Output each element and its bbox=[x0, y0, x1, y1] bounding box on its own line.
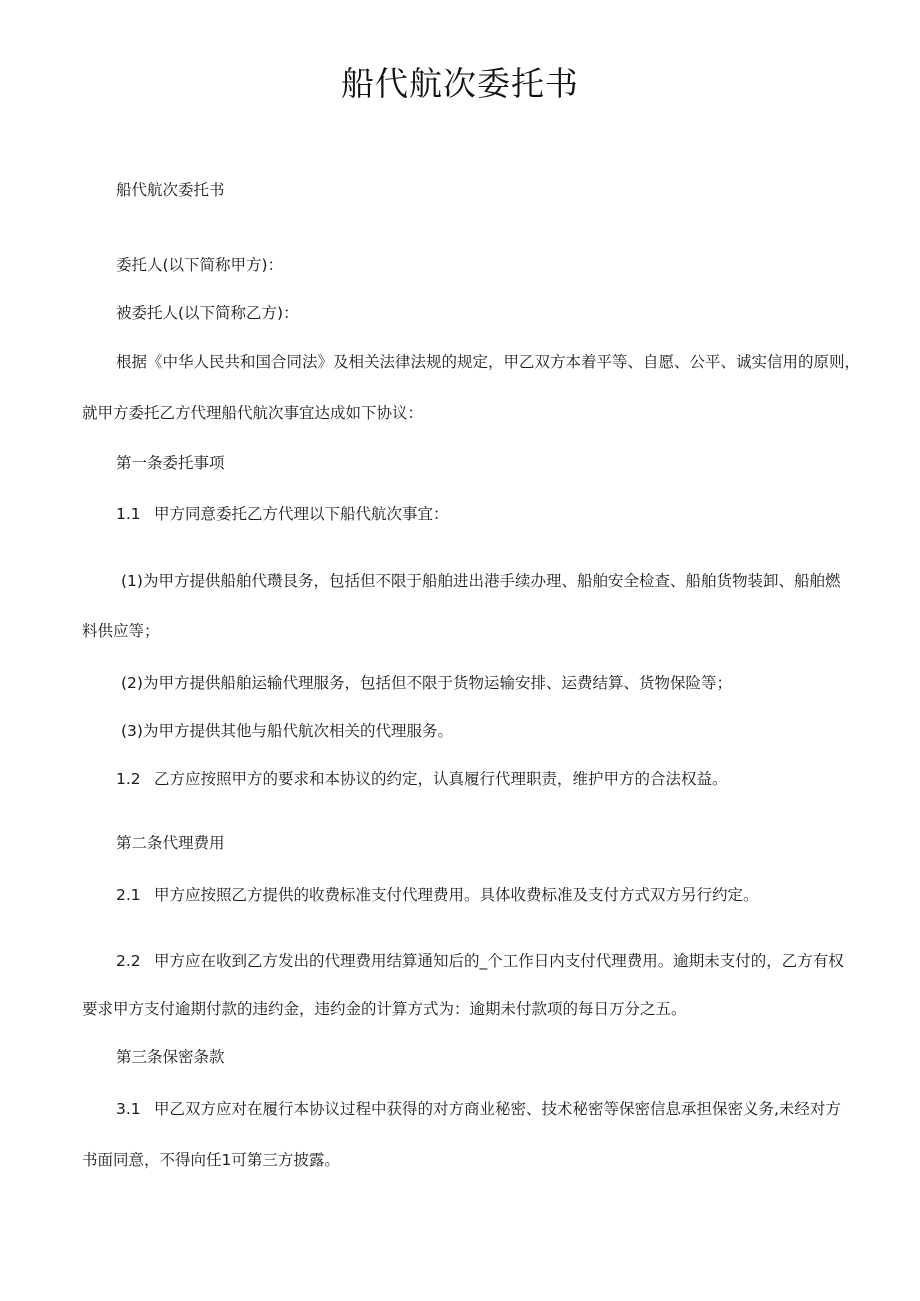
clause-2-1 bbox=[116, 884, 759, 906]
clause-1-2-number: 1.2 bbox=[116, 770, 141, 788]
clause-2-2-continuation: 要求甲方支付逾期付款的违约金，违约金的计算方式为：逾期未付款项的每日万分之五。 bbox=[82, 1000, 687, 1018]
clause-2-1-number: 2.1 bbox=[116, 886, 141, 904]
document-subtitle: 船代航次委托书 bbox=[116, 181, 225, 199]
item-1-line-1: (1)为甲方提供船舶代瓒艮务，包括但不限于船舶进出港手续办理、船舶安全检查、船舶货物装卸、船舶燃 bbox=[121, 572, 841, 590]
party-a-line: 委托人(以下简称甲方)： bbox=[116, 256, 284, 274]
clause-3-1-continuation: 书面同意，不得向任1可第三方披露。 bbox=[82, 1151, 340, 1169]
party-b-line: 被委托人(以下简称乙方)： bbox=[116, 304, 299, 322]
item-3: (3)为甲方提供其他与船代航次相关的代理服务。 bbox=[121, 722, 453, 740]
article-2-heading: 第二条代理费用 bbox=[116, 834, 225, 852]
document-title: 船代航次委托书 bbox=[341, 64, 579, 103]
preamble-line-1: 根据《中华人民共和国合同法》及相关法律法规的规定，甲乙双方本着平等、自愿、公平、诚实信用的原则， bbox=[116, 353, 861, 371]
clause-2-2-number: 2.2 bbox=[116, 952, 141, 970]
clause-2-2-text: 甲方应在收到乙方发出的代理费用结算通知后的_个工作日内支付代理费用。逾期未支付的，乙方有权 bbox=[154, 952, 844, 970]
item-2: (2)为甲方提供船舶运输代理服务，包括但不限于货物运输安排、运费结算、货物保险等； bbox=[121, 674, 732, 692]
clause-3-1 bbox=[116, 1098, 840, 1120]
clause-1-1-text: 甲方同意委托乙方代理以下船代航次事宜： bbox=[154, 505, 449, 523]
clause-2-2 bbox=[116, 950, 844, 972]
clause-1-2-text: 乙方应按照甲方的要求和本协议的约定，认真履行代理职责，维护甲方的合法权益。 bbox=[154, 770, 728, 788]
clause-2-1-text: 甲方应按照乙方提供的收费标准支付代理费用。具体收费标准及支付方式双方另行约定。 bbox=[154, 886, 759, 904]
article-3-heading: 第三条保密条款 bbox=[116, 1048, 225, 1066]
clause-1-2 bbox=[116, 768, 728, 790]
article-1-heading: 第一条委托事项 bbox=[116, 454, 225, 472]
item-1-line-2: 料供应等； bbox=[82, 622, 160, 640]
clause-1-1 bbox=[116, 503, 449, 525]
clause-3-1-text: 甲乙双方应对在履行本协议过程中获得的对方商业秘密、技术秘密等保密信息承担保密义务,未经对方 bbox=[154, 1100, 841, 1118]
clause-1-1-number: 1.1 bbox=[116, 505, 141, 523]
preamble-line-2: 就甲方委托乙方代理船代航次事宜达成如下协议： bbox=[82, 404, 424, 422]
clause-3-1-number: 3.1 bbox=[116, 1100, 141, 1118]
